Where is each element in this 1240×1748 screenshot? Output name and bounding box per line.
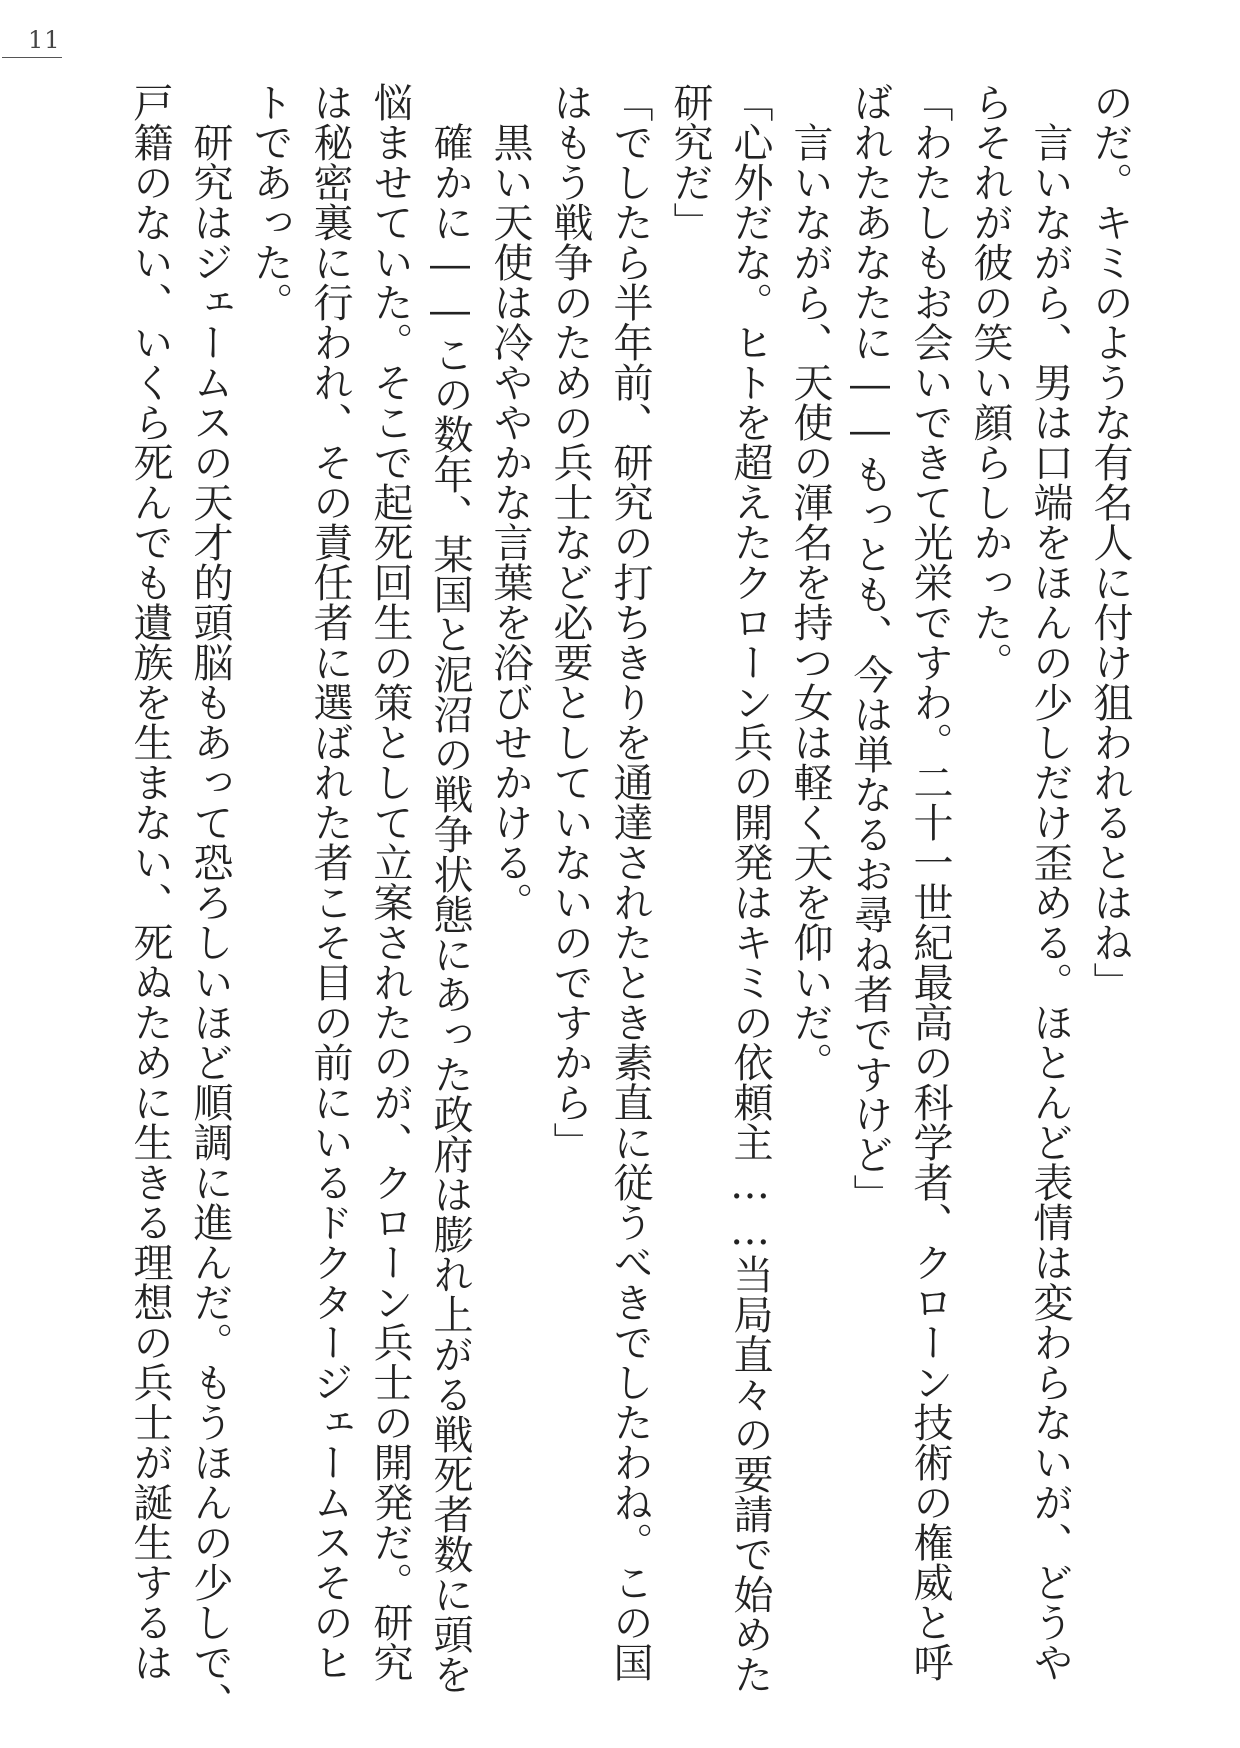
text-line-11: 黒い天使は冷ややかな言葉を浴びせかける。 [487, 82, 533, 922]
page-number-rule [2, 57, 62, 58]
page-number: 11 [28, 26, 61, 54]
text-line-10: はもう戦争のための兵士など必要としていないのですから」 [547, 82, 593, 1162]
text-line-13: 悩ませていた。そこで起死回生の策として立案されたのが、クローン兵士の開発だ。研究 [367, 82, 413, 1682]
text-line-5: ばれたあなたに――もっとも、今は単なるお尋ね者ですけど」 [847, 82, 893, 1214]
text-line-9: 「でしたら半年前、研究の打ちきりを通達されたとき素直に従うべきでしたわね。この国 [607, 82, 653, 1682]
text-line-2: 言いながら、男は口端をほんの少しだけ歪める。ほとんど表情は変わらないが、どうや [1027, 82, 1073, 1682]
text-line-4: 「わたしもお会いできて光栄ですわ。二十一世紀最高の科学者、クローン技術の権威と呼 [907, 82, 953, 1682]
text-line-1: のだ。キミのような有名人に付け狙われるとはね」 [1087, 82, 1133, 1002]
body-text [120, 82, 1140, 1722]
text-line-14: は秘密裏に行われ、その責任者に選ばれた者こそ目の前にいるドクタージェームスそのヒ [307, 82, 353, 1682]
text-line-3: らそれが彼の笑い顔らしかった。 [967, 82, 1013, 682]
text-line-17: 戸籍のない、いくら死んでも遺族を生まない、死ぬために生きる理想の兵士が誕生するは [127, 82, 173, 1682]
text-line-8: 研究だ」 [667, 82, 713, 242]
text-line-15: トであった。 [247, 82, 293, 322]
text-line-7: 「心外だな。ヒトを超えたクローン兵の開発はキミの依頼主……当局直々の要請で始めた [727, 82, 773, 1694]
text-line-6: 言いながら、天使の渾名を持つ女は軽く天を仰いだ。 [787, 82, 833, 1082]
text-line-16: 研究はジェームスの天才的頭脳もあって恐ろしいほど順調に進んだ。もうほんの少しで、 [187, 82, 233, 1722]
text-line-12: 確かに――この数年、某国と泥沼の戦争状態にあった政府は膨れ上がる戦死者数に頭を [427, 82, 473, 1694]
